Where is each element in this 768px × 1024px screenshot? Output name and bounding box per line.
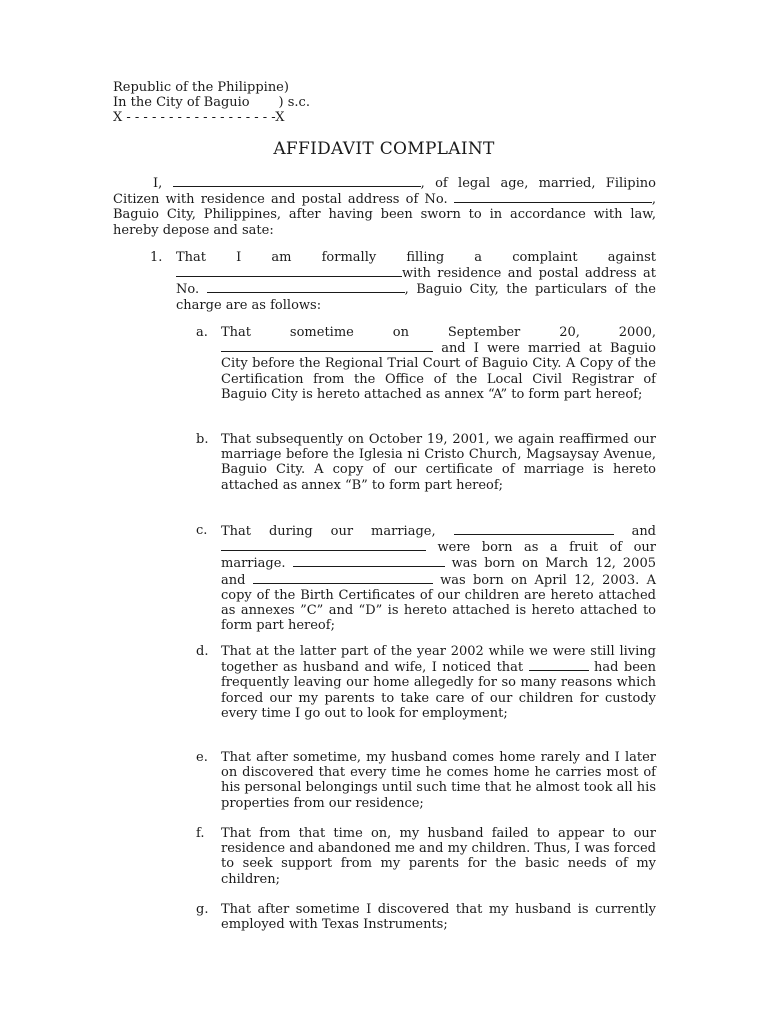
- sub-text: That after sometime I discovered that my husband is currently employed with Texas Instruments;: [221, 902, 656, 933]
- sub-text: [221, 325, 656, 402]
- sub-letter: b.: [196, 432, 209, 447]
- document-title: AFFIDAVIT COMPLAINT: [273, 139, 495, 159]
- item-number: 1.: [150, 250, 163, 265]
- header-city-line: In the City of Baguio ) s.c.: [113, 95, 310, 111]
- sub-letter: e.: [196, 750, 208, 765]
- sub-letter: g.: [196, 902, 209, 917]
- respondent-blank: [176, 265, 402, 277]
- sub-item-b: [196, 432, 656, 493]
- item1-text-1: That I am formally filling a complaint against: [176, 250, 656, 265]
- item-text: [176, 250, 656, 313]
- sub-d-text-2: had been frequently leaving our home allegedly for so many reasons which forced our my parents to take care of our children for custody every time I go out to look for employment;: [221, 660, 656, 721]
- header-republic-line: Republic of the Philippine): [113, 80, 289, 95]
- intro-text-3: , Baguio City, Philippines, after having been sworn to in accordance with law, hereby depose and sate:: [113, 192, 656, 238]
- sub-c-text-5: was born on April 12, 2003. A copy of the Birth Certificates of our children are hereto attached as annexes ”C” and “D” is hereto attached is hereto attached to form part hereof;: [221, 572, 657, 634]
- sub-letter: a.: [196, 325, 208, 340]
- child3-blank: [293, 555, 445, 567]
- spouse-blank: [221, 340, 433, 352]
- sub-text: That from that time on, my husband failed to appear to our residence and abandoned me and my children. Thus, I was forced to seek support from my parents for the basic needs of my children;: [221, 826, 656, 887]
- sub-c-text-1: That during our marriage,: [221, 524, 436, 539]
- sub-text: [221, 523, 656, 633]
- sub-text: [221, 644, 656, 721]
- item1-text-2: with residence and postal address at No.: [176, 266, 656, 298]
- sub-text: That after sometime, my husband comes home rarely and I later on discovered that every time he comes home he carries most of his personal belongings until such time that he almost took all his properties from our residence;: [221, 750, 656, 811]
- sub-c-text-4: was born on March 12, 2005 and: [221, 556, 656, 588]
- item1-text-3: , Baguio City, the particulars of the charge are as follows:: [176, 282, 656, 313]
- child1-blank: [454, 523, 614, 535]
- numbered-list: [150, 250, 656, 313]
- sub-item-a: [196, 325, 656, 402]
- sub-letter: d.: [196, 644, 209, 659]
- header-separator-line: X - - - - - - - - - - - - - - - - - -X: [113, 110, 285, 126]
- sub-item-e: [196, 750, 656, 811]
- sub-letter: c.: [196, 523, 208, 538]
- sub-item-d: [196, 644, 656, 721]
- venue-header: [113, 80, 453, 126]
- address-blank: [454, 191, 652, 203]
- sub-c-text-2: and: [631, 524, 657, 539]
- intro-text-1: I,: [153, 176, 163, 191]
- sub-item-f: [196, 826, 656, 887]
- sub-a-text-1: That sometime on September 20, 2000,: [221, 325, 656, 340]
- sub-text: That subsequently on October 19, 2001, we again reaffirmed our marriage before the Iglesia ni Cristo Church, Magsaysay Avenue, Baguio City. A copy of our certificate of marriage is hereto attached as annex “B” to form part hereof;: [221, 432, 656, 493]
- sub-letter: f.: [196, 826, 205, 841]
- intro-paragraph: [113, 175, 656, 238]
- husband-name-blank: [529, 659, 589, 671]
- respondent-address-blank: [207, 281, 405, 293]
- sub-a-text-2: and I were married at Baguio City before the Regional Trial Court of Baguio City. A Copy of the Certification from the Office of the Local Civil Registrar of Baguio City is hereto attached as annex “A” to form part hereof;: [221, 341, 657, 402]
- child4-blank: [253, 572, 433, 584]
- child2-blank: [221, 539, 426, 551]
- name-blank: [173, 175, 421, 187]
- intro-text-2: , of legal age, married, Filipino Citizen with residence and postal address of No.: [113, 176, 656, 208]
- sub-item-g: [196, 902, 656, 932]
- sub-item-c: [196, 523, 656, 633]
- sub-d-text-1: That at the latter part of the year 2002 while we were still living together as husband and wife, I noticed that: [221, 644, 656, 676]
- sub-c-text-3: were born as a fruit of our marriage.: [221, 540, 657, 572]
- list-item: [150, 250, 656, 313]
